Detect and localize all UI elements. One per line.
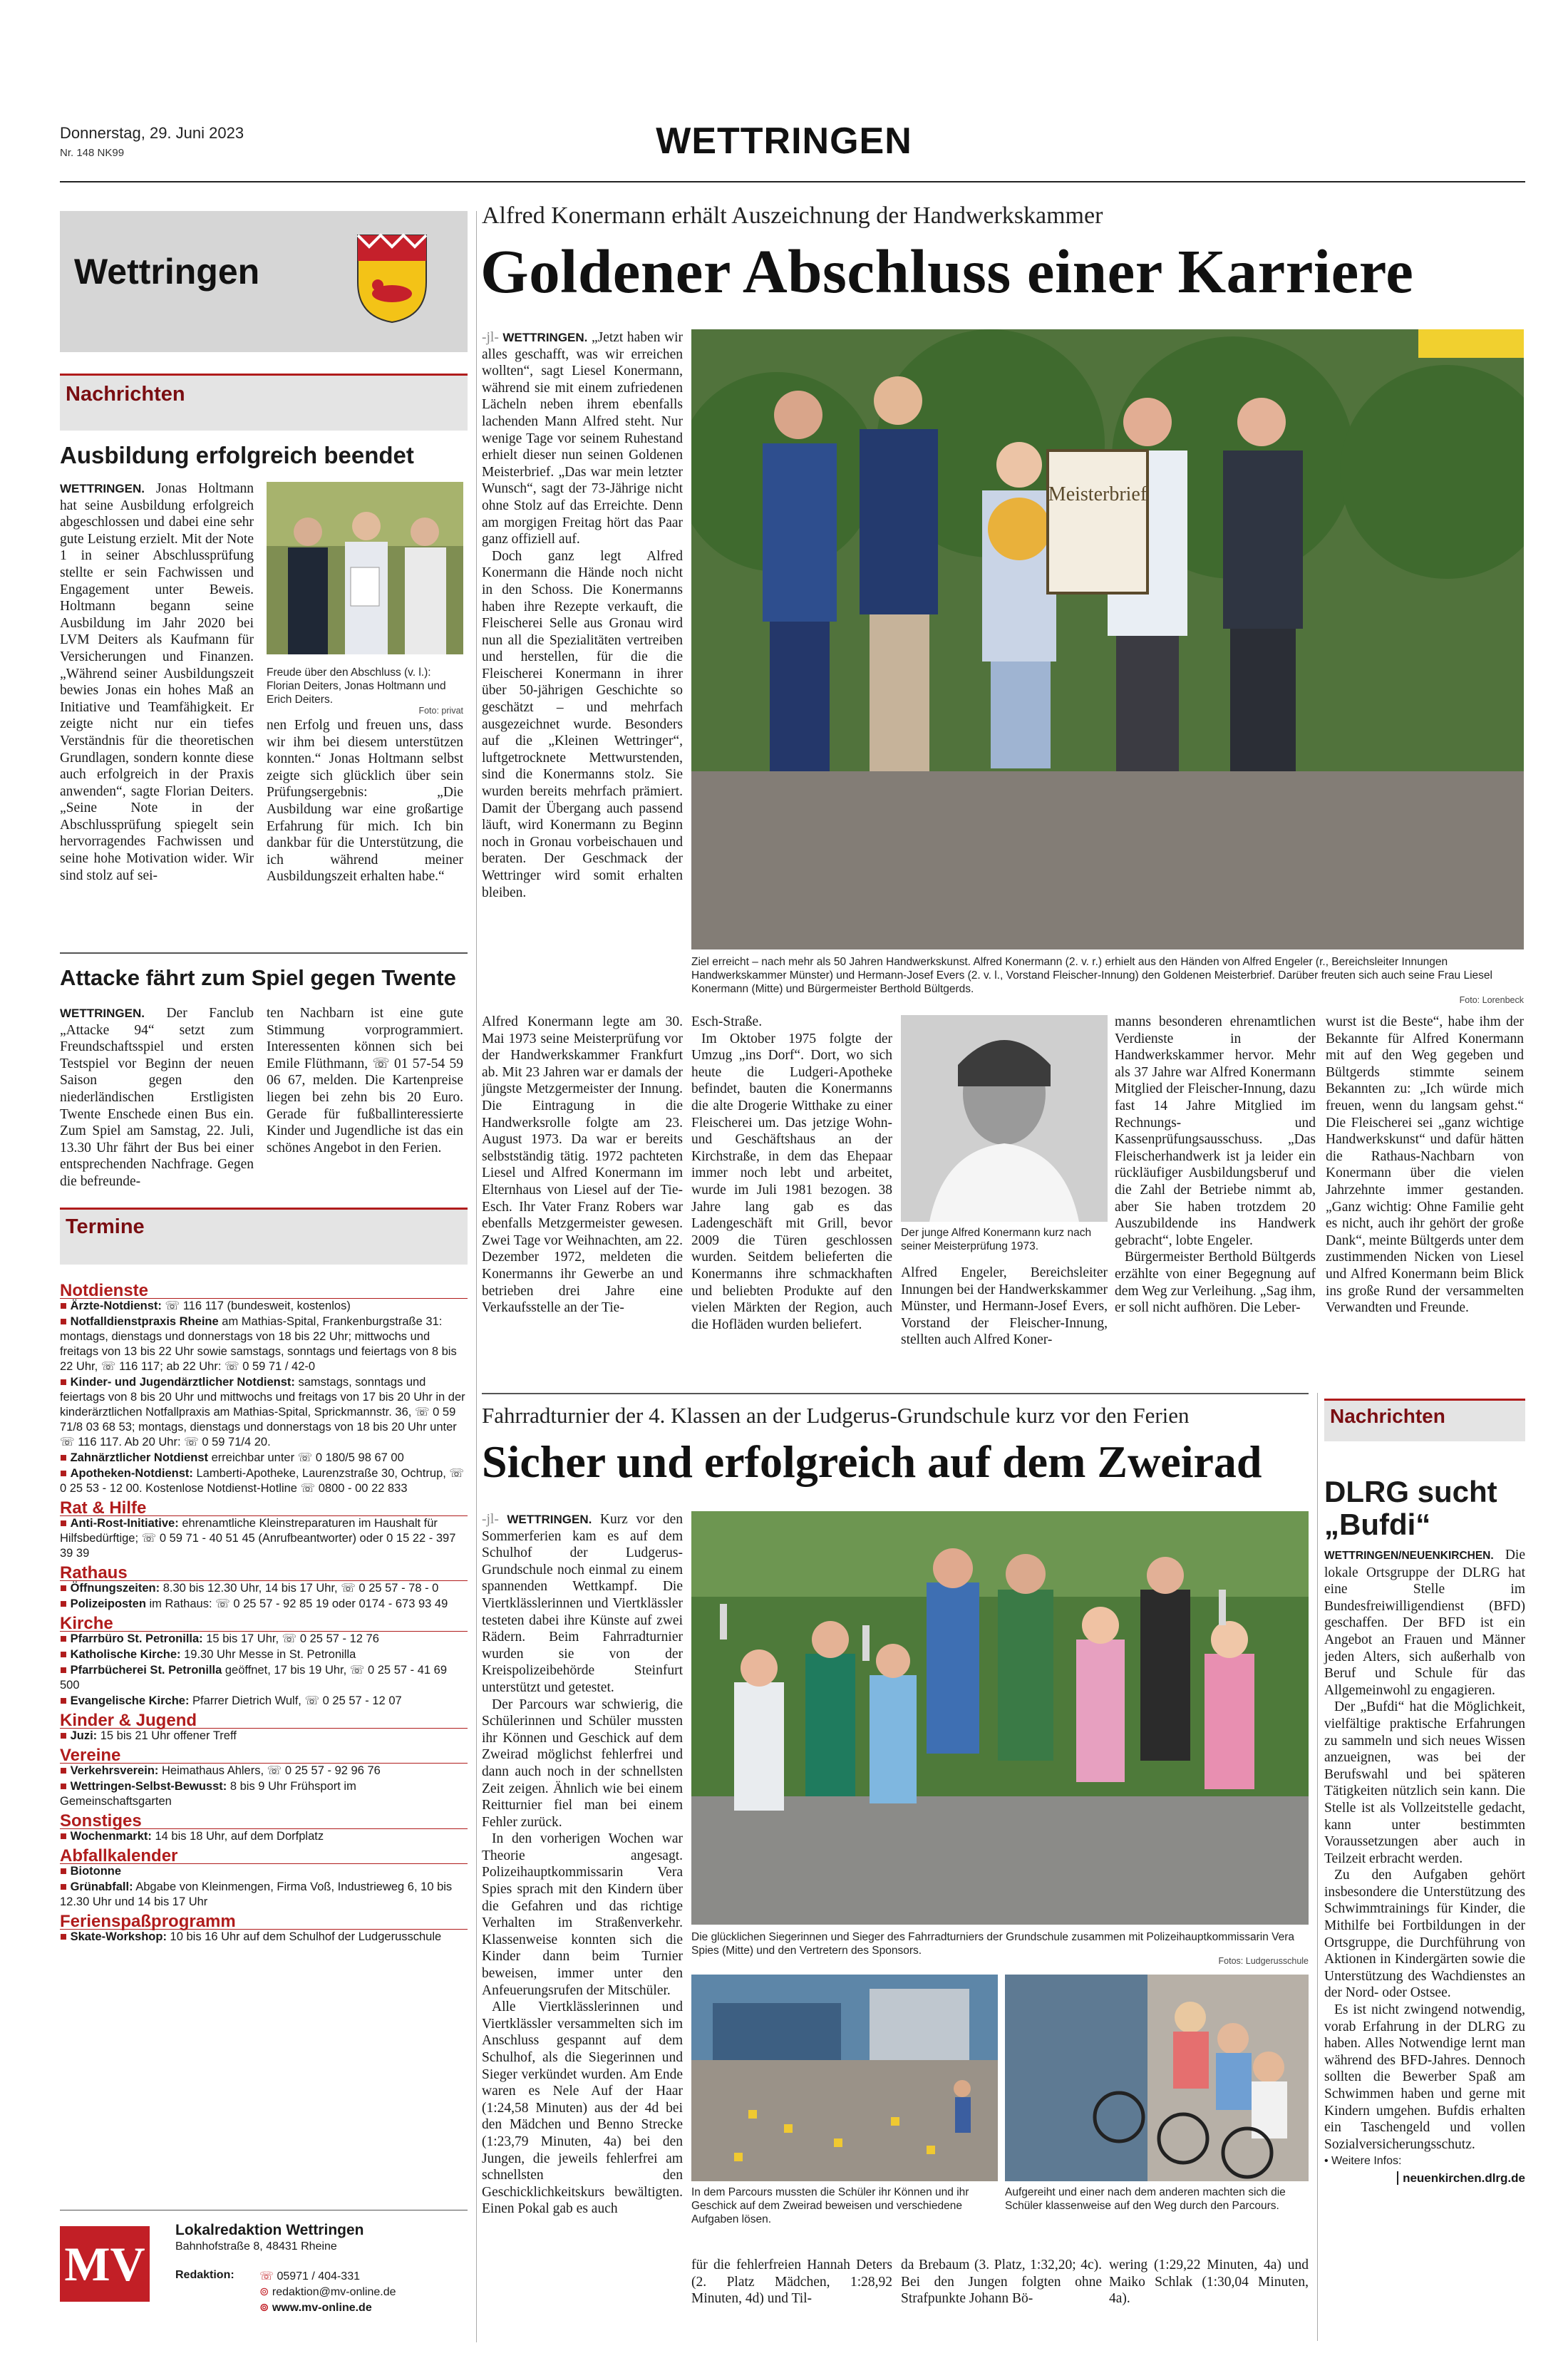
- service-entry-text: ehrenamtliche Kleinstreparaturen im Haushalt für Hilfsbedürftige; ☏ 0 59 71 - 40 51 45 (Anrufbeantworter) oder 0 15 22 - 397 39 39: [60, 1517, 456, 1560]
- service-entry-label: Polizeiposten: [70, 1597, 146, 1610]
- service-entry-label: Wettringen-Selbst-Bewusst:: [70, 1780, 227, 1793]
- nachrichten-label: Nachrichten: [66, 383, 185, 406]
- service-entry-text: geöffnet, 17 bis 19 Uhr, ☏ 0 25 57 - 41 69 500: [60, 1664, 448, 1692]
- service-rubric: Abfallkalender: [60, 1848, 468, 1864]
- service-entry: [60, 1663, 468, 1693]
- service-entry-text: Pfarrer Dietrich Wulf, ☏ 0 25 57 - 12 07: [189, 1694, 402, 1707]
- service-entry-label: Juzi:: [70, 1729, 98, 1742]
- service-entry: [60, 1451, 468, 1466]
- service-entry-text: 15 bis 21 Uhr offener Treff: [97, 1729, 237, 1742]
- bikes-photo: [1005, 1975, 1309, 2181]
- bullet-icon: ■: [60, 1451, 71, 1464]
- second-tail-2: [901, 2257, 1102, 2307]
- service-entry-text: Lamberti-Apotheke, Laurenzstraße 30, Ochtrup, ☏ 0 25 53 - 12 00. Kostenlose Notdienst-Hotline ☏ 0800 - 00 22 833: [60, 1467, 465, 1495]
- article-text: Es ist nicht zwingend notwendig, vorab Erfahrung in der DLRG zu haben. Alles Notwendige lernt man während des BFD-Jahres. Dennoch sollten die Bewerber Spaß am Schwimmen haben und gerne mit Kindern umgehen. Bufdis erhalten ein Taschengeld und vollen Sozialversicherungsschutz.: [1324, 2002, 1525, 2152]
- service-rubric: Rat & Hilfe: [60, 1501, 468, 1516]
- service-entry-label: Apotheken-Notdienst:: [70, 1467, 193, 1480]
- service-entry-label: Evangelische Kirche:: [70, 1694, 190, 1707]
- kicker: Alfred Konermann erhält Auszeichnung der Handwerkskammer: [482, 202, 1103, 229]
- article-column: [60, 1005, 254, 1190]
- service-entry-text: am Mathias-Spital, Frankenburgstraße 31: montags, dienstags und donnerstags von 18 bis 22 Uhr; mittwochs und freitags von 13 bis 22 Uhr sowie samstags, sonntags und feiertags von 8 bis 22 Uhr, ☏ 116 117; ab 22 Uhr: ☏ 0 59 71 / 42-0: [60, 1315, 457, 1373]
- winners-photo: [691, 1511, 1309, 1925]
- bullet-icon: ■: [60, 1467, 71, 1480]
- headline: Sicher und erfolgreich auf dem Zweirad: [482, 1436, 1262, 1487]
- column-rule: [1317, 1393, 1318, 2341]
- divider: [482, 1393, 1309, 1394]
- service-entry-label: Verkehrsverein:: [70, 1764, 159, 1777]
- article-text-2: ten Nachbarn ist eine gute Stimmung vorprogrammiert. Interessenten können sich bei Emile Flüthmann, ☏ 01 57-54 59 06 67, melden. Die Kartenpreise liegen bei zehn bis 20 Euro. Gerade für fußballinteressierte Kinder und Jugendliche ist das ein schönes Angebot in den Ferien.: [267, 1006, 463, 1155]
- web-link[interactable]: www.mv-online.de: [272, 2302, 372, 2314]
- article-text: da Brebaum (3. Platz, 1:32,20; 4c). Bei den Jungen folgten ohne Strafpunkte Johann Bö-: [901, 2258, 1102, 2307]
- phone-icon: ☏: [259, 2270, 277, 2282]
- article-text: Der Parcours war schwierig, die Schülerinnen und Schüler mussten ihr Können und Geschick auf dem Zweirad möglichst fehlerfrei und dann auch noch in der schnellsten Zeit zeigen. Ähnlich wie bei einem Reitturnier fiel man bei einem Fehler zurück.: [482, 1697, 683, 1830]
- service-entry: [60, 1375, 468, 1450]
- contact-title: Lokalredaktion Wettringen: [175, 2222, 364, 2238]
- bullet-icon: ■: [60, 1930, 71, 1943]
- dateline: WETTRINGEN.: [60, 1007, 145, 1020]
- bullet-icon: ■: [60, 1729, 71, 1742]
- photo-credit: Foto: privat: [418, 706, 463, 716]
- service-entry-text: Heimathaus Ahlers, ☏ 0 25 57 - 92 96 76: [158, 1764, 381, 1777]
- email-link[interactable]: redaktion@mv-online.de: [272, 2286, 396, 2298]
- article-text: Der Fanclub „Attacke 94“ setzt zum Freundschaftsspiel und ersten Testspiel vor Beginn der neuen Saison gegen den niederländischen Erstligisten Twente Enschede einen Bus ein. Zum Spiel am Samstag, 22. Juli, 13.30 Uhr fährt der Bus bei einer entsprechenden Nachfrage. Gegen die befreunde-: [60, 1006, 254, 1189]
- bullet-icon: ■: [60, 1780, 71, 1793]
- article-text: Alle Viertklässlerinnen und Viertklässler versammelten sich im Anschluss gespannt auf dem Schulhof, als die Siegerinnen und Sieger verkündet wurden. Am Ende waren es Nele Auf der Haar (1:24,58 Minuten) aus der 4d bei den Mädchen und Benno Strecke (1:23,79 Minuten, 4a) bei den Jungen, die jeweils fehlerfrei am schnellsten den Geschicklichkeitskurs bewältigten. Einen Pokal gab es auch: [482, 1999, 683, 2217]
- article-title: Attacke fährt zum Spiel gegen Twente: [60, 965, 456, 990]
- service-entry-text: samstags, sonntags und feiertags von 8 bis 20 Uhr und mittwochs und freitags von 17 bis 20 Uhr in der kinderärztlichen Notfallpraxis am Mathias-Spital, Sprickmannstr. 36, ☏ 0 59 71/8 03 68 53; montags, dienstags und donnerstags von 18 bis 20 Uhr unter ☏ 116 117. Ab 20 Uhr: ☏ 0 59 71/4 20.: [60, 1376, 465, 1448]
- second-tail-1: [691, 2257, 892, 2307]
- service-entry-text: 8.30 bis 12.30 Uhr, 14 bis 17 Uhr, ☏ 0 25 57 - 78 - 0: [160, 1582, 439, 1595]
- bullet-icon: ■: [60, 1315, 71, 1328]
- article-text: Im Oktober 1975 folgte der Umzug „ins Dorf“. Dort, wo sich heute die Ludgeri-Apotheke befindet, bauten die Konermanns die alte Drogerie Witthake zu einer Fleischerei um. Das jetzige Wohn- und Geschäftshaus an der Kirchstraße, in dem das Ehepaar immer noch lebt und arbeitet, wurde im Juli 1981 bezogen. 38 Jahre lang gab es das Ladengeschäft mit Grill, bevor 2009 die Türen geschlossen wurden. Seitdem belieferten die Konermanns ihre schmackhaften und beliebten Produkte auf den vielen Märkten der Region, auch die Hofläden wurden beliefert.: [691, 1031, 892, 1332]
- bullet-icon: ■: [60, 1376, 71, 1389]
- parcours-photo: [691, 1975, 998, 2181]
- service-entry: [60, 1694, 468, 1709]
- article-title: Ausbildung erfolgreich beendet: [60, 442, 414, 468]
- bullet-icon: ■: [60, 1517, 71, 1530]
- service-entry: [60, 1597, 468, 1612]
- article-text: wering (1:29,22 Minuten, 4a) und Maiko Schlak (1:30,04 Minuten, 4a).: [1109, 2258, 1309, 2307]
- contact-box: [60, 2210, 468, 2317]
- article-text: Jonas Holtmann hat seine Ausbildung erfolgreich abgeschlossen und dabei eine sehr gute Leistung erzielt. Mit der Note 1 in seiner Abschlussprüfung stellte er sein Fachwissen und Engagement unter Beweis. Holtmann begann seine Ausbildung im Jahr 2020 bei LVM Deiters als Kaufmann für Versicherungen und Finanzen. „Während seiner Ausbildungszeit bewies Jonas ein hohes Maß an Initiative und Teamfähigkeit. Er zeigte nicht nur ein tiefes Verständnis für die theoretischen Grundlagen, sondern konnte diese auch erfolgreich in der Praxis anwenden“, sagte Florian Deiters. „Seine Note in der Abschlussprüfung spiegelt sein hervorragendes Fachwissen und seine hohe Motivation wider. Wir sind stolz auf sei-: [60, 481, 254, 883]
- headline: Goldener Abschluss einer Karriere: [480, 237, 1414, 306]
- article-column-2: [267, 717, 463, 885]
- service-rubric: Ferienspaßprogramm: [60, 1914, 468, 1930]
- service-entry: [60, 1729, 468, 1744]
- photo-credit: Fotos: Ludgerusschule: [1218, 1956, 1309, 1966]
- town-name: Wettringen: [74, 252, 260, 292]
- main-column-5: [1326, 1014, 1524, 1317]
- web-icon: ⊚: [259, 2302, 272, 2314]
- article-text: „Jetzt haben wir alles geschafft, was wir erreichen wollten“, sagt Liesel Konermann, während sie mit einem zufriedenen Lächeln neben ihrem ebenfalls lachenden Mann Alfred steht. Nur wenige Tage vor seinem Ruhestand erhielt dieser nun seinen Goldenen Meisterbrief. „Das war mein letzter Wunsch“, sagt der 73-Jährige nicht ohne Stolz auf das Erreichte. Denn am morgigen Freitag hört das Paar ganz offiziell auf.: [482, 330, 684, 547]
- service-entry: [60, 1864, 468, 1879]
- photo-credit: Foto: Lorenbeck: [1459, 995, 1524, 1005]
- second-tail-3: [1109, 2257, 1309, 2307]
- author-icon: -jl-: [482, 330, 499, 345]
- photo-caption-b: Aufgereiht und einer nach dem anderen machten sich die Schüler klassenweise auf den Weg durch den Parcours.: [1005, 2186, 1286, 2212]
- dateline: WETTRINGEN/NEUENKIRCHEN.: [1324, 1550, 1494, 1562]
- right-column: [1324, 1547, 1525, 2187]
- service-rubric: Kinder & Jugend: [60, 1713, 468, 1729]
- section-title: WETTRINGEN: [656, 120, 912, 162]
- email-icon: ⊚: [259, 2286, 272, 2298]
- article-text: Esch-Straße.: [691, 1014, 763, 1029]
- mv-logo: MV: [60, 2226, 150, 2302]
- main-column-4: [1115, 1014, 1316, 1317]
- graduation-photo: [267, 482, 463, 654]
- service-entry: [60, 1764, 468, 1779]
- service-entry-text: Abgabe von Kleinmengen, Firma Voß, Industrieweg 6, 10 bis 12.30 Uhr und 14 bis 17 Uhr: [60, 1880, 453, 1908]
- service-entry: [60, 1516, 468, 1561]
- service-entry: [60, 1647, 468, 1662]
- service-entry-text: 8 bis 9 Uhr Frühsport im Gemeinschaftsgarten: [60, 1780, 356, 1808]
- bullet-icon: ■: [60, 1582, 71, 1595]
- photo-caption-a: In dem Parcours mussten die Schüler ihr Können und ihr Geschick auf dem Zweirad beweisen und verschiedene Aufgaben lösen.: [691, 2186, 969, 2225]
- service-rubric: Sonstiges: [60, 1813, 468, 1829]
- bullet-icon: ■: [60, 1764, 71, 1777]
- masthead-rule: [60, 181, 1525, 182]
- service-entry: [60, 1299, 468, 1314]
- main-column-3b: [901, 1265, 1108, 1349]
- kicker: Fahrradturnier der 4. Klassen an der Ludgerus-Grundschule kurz vor den Ferien: [482, 1403, 1190, 1428]
- service-entry-label: Grünabfall:: [70, 1880, 133, 1893]
- service-entry-text: ☏ 116 117 (bundesweit, kostenlos): [161, 1299, 351, 1312]
- portrait-photo: [901, 1015, 1108, 1222]
- service-entry: [60, 1880, 468, 1910]
- bullet-icon: ■: [60, 1830, 71, 1843]
- article-text-2: nen Erfolg und freuen uns, dass wir ihm bei diesem unterstützen konnten.“ Jonas Holtmann selbst zeigte sich glücklich über sein Prüfungsergebnis: „Die Ausbildung war eine großartige Erfahrung für mich. Ich bin dankbar für die Unterstützung, die ich während meiner Ausbildungszeit erhalten habe.“: [267, 718, 463, 885]
- service-entry-label: Öffnungszeiten:: [70, 1582, 160, 1595]
- service-entry-label: Ärzte-Notdienst:: [70, 1299, 162, 1312]
- bullet-icon: ■: [60, 1648, 71, 1661]
- service-entry: [60, 1779, 468, 1809]
- service-entry: [60, 1632, 468, 1647]
- second-column-1: [482, 1511, 683, 2218]
- author-icon: -jl-: [482, 1512, 499, 1527]
- article-text: für die fehlerfreien Hannah Deters (2. Platz Mädchen, 1:28,92 Minuten, 4d) und Til-: [691, 2258, 892, 2307]
- service-entry: [60, 1466, 468, 1496]
- divider: [60, 952, 468, 954]
- dlrg-link[interactable]: neuenkirchen.dlrg.de: [1397, 2171, 1525, 2185]
- service-rubric: Rathaus: [60, 1565, 468, 1581]
- service-entry: [60, 1930, 468, 1945]
- phone-number: 05971 / 404-331: [277, 2270, 360, 2282]
- award-photo: [691, 329, 1524, 949]
- coat-of-arms-icon: [355, 232, 429, 325]
- photo-caption: Ziel erreicht – nach mehr als 50 Jahren Handwerkskunst. Alfred Konermann (2. v. r.) erhielt aus den Händen von Alfred Engeler (r., Bereichsleiter Innungen Handwerkskammer Münster) und Hermann-Josef Evers (2. v. l., Vorstand Fleischer-Innung) den Goldenen Meisterbrief. Darüber freuten sich auch seine Frau Liesel Konermann (Mitte) und Bürgermeister Berthold Bültgerds.: [691, 956, 1492, 995]
- nachrichten-header: [1324, 1399, 1525, 1441]
- more-info-label: • Weitere Infos:: [1324, 2155, 1402, 2168]
- service-entry-text: 10 bis 16 Uhr auf dem Schulhof der Ludgerusschule: [166, 1930, 442, 1943]
- termine-label: Termine: [66, 1215, 145, 1238]
- article-text: Der „Bufdi“ hat die Möglichkeit, vielfältige praktische Erfahrungen zu sammeln und sich neues Wissen anzueignen, was bei der Berufswahl und bei späteren Tätigkeiten nützlich sein kann. Die Stelle ist als Vollzeitstelle gedacht, kann unter bestimmten Voraussetzungen aber auch in Teilzeit erbracht werden.: [1324, 1699, 1525, 1866]
- nachrichten-label: Nachrichten: [1330, 1405, 1445, 1427]
- article-text: In den vorherigen Wochen war Theorie angesagt. Polizeihauptkommissarin Vera Spies sprach mit den Kindern über die Gefahren und das richtige Verhalten im Straßenverkehr. Klassenweise konnten sich die Kinder dann beim Turnier beweisen, immer unter den Anfeuerungsrufen der Mitschüler.: [482, 1831, 683, 1998]
- column-rule: [476, 211, 477, 2342]
- service-rubric: Kirche: [60, 1616, 468, 1632]
- contact-web[interactable]: [259, 2300, 372, 2315]
- article-text: wurst ist die Beste“, habe ihm der Bekannte für Alfred Konermann mit auf den Weg gegeben und Bültgerds stimmte seinem Bekannten zu: „Ich würde mich freuen, wenn du langsam gehst.“ Die Fleischerei sei „ganz wichtige Handwerkskunst“ und dafür hätten die Rathaus-Nachbarn von Konermann über die vielen Jahrzehnte immer gestanden. „Ganz wichtig: Ohne Familie geht es nicht, auch ihr gehört der große Dank“, meinte Bültgerds unter dem zustimmenden Nicken von Liesel und Alfred Konermann beim Blick ins große Rund der versammelten Verwandten und Freunde.: [1326, 1014, 1524, 1316]
- photo-sign-text: Meisterbrief: [1048, 483, 1147, 505]
- portrait-caption: Der junge Alfred Konermann kurz nach seiner Meisterprüfung 1973.: [901, 1227, 1092, 1252]
- service-rubric: Notdienste: [60, 1283, 468, 1299]
- service-entry-text: 14 bis 18 Uhr, auf dem Dorfplatz: [151, 1830, 324, 1843]
- bullet-icon: ■: [60, 1664, 71, 1677]
- article-text: Doch ganz legt Alfred Konermann die Hände noch nicht in den Schoss. Die Konermanns haben ihre Rezepte verkauft, die Fleischerei Selle aus Gronau wird nun all die Spezialitäten vertreiben und herstellen, für die die Fleischerei Konermann in ihrer über 50-jährigen Geschichte so geschätzt – und mehrfach ausgezeichnet wurde. Besonders auf die „Kleinen Wettringer“, luftgetrocknete Mettwurstenden, sind die Konermanns stolz. Sie wurden bereits mehrfach prämiert. Damit der Übergang auch passend läuft, wird Konermann zu Beginn noch in Gronau vorbeischauen und beraten. Der Geschmack der Wettringer wird somit erhalten bleiben.: [482, 548, 683, 900]
- bullet-icon: ■: [60, 1299, 71, 1312]
- service-entry-text: erreichbar unter ☏ 0 180/5 98 67 00: [208, 1451, 404, 1464]
- article-column-2: [267, 1005, 463, 1156]
- dateline: WETTRINGEN.: [507, 1513, 592, 1526]
- article-text: Die lokale Ortsgruppe der DLRG hat eine Stelle im Bundesfreiwilligendienst (BFD) geschaffen. Der BFD ist ein Angebot an Frauen und Männer jeden Alters, sich außerhalb von Beruf und Schule für das Allgemeinwohl zu engagieren.: [1324, 1548, 1525, 1698]
- termine-header: [60, 1208, 468, 1265]
- contact-email[interactable]: [259, 2285, 396, 2299]
- masthead-date: Donnerstag, 29. Juni 2023: [60, 124, 244, 142]
- photo-caption: Freude über den Abschluss (v. l.): Florian Deiters, Jonas Holtmann und Erich Deiters.: [267, 666, 446, 706]
- bullet-icon: ■: [60, 1880, 71, 1893]
- bullet-icon: ■: [60, 1632, 71, 1645]
- service-entry-label: Skate-Workshop:: [70, 1930, 167, 1943]
- article-column: [60, 480, 254, 884]
- contact-address: Bahnhofstraße 8, 48431 Rheine: [175, 2240, 337, 2253]
- service-entry-label: Biotonne: [70, 1865, 122, 1878]
- bullet-icon: ■: [60, 1597, 71, 1610]
- bullet-icon: ■: [60, 1865, 71, 1878]
- nachrichten-header: [60, 374, 468, 431]
- article-text: Alfred Engeler, Bereichsleiter Innungen bei der Handwerkskammer Münster, und Hermann-Josef Evers, Vorstand der Fleischer-Innung, stellten auch Alfred Koner-: [901, 1265, 1108, 1348]
- contact-phone: [259, 2269, 360, 2283]
- main-column-3: [691, 1014, 892, 1333]
- service-entry-label: Notfalldienstpraxis Rheine: [70, 1315, 219, 1328]
- service-entry-label: Zahnärztlicher Notdienst: [70, 1451, 209, 1464]
- service-entry-label: Wochenmarkt:: [70, 1830, 152, 1843]
- service-entry-label: Pfarrbüro St. Petronilla:: [70, 1632, 203, 1645]
- dateline: WETTRINGEN.: [502, 331, 588, 344]
- article-text: Bürgermeister Berthold Bültgerds erzählte von einer Begegnung auf dem Weg zur Verleihung. „Sag ihm, er soll nicht aufhören. Die Leber-: [1115, 1250, 1316, 1316]
- dateline: WETTRINGEN.: [60, 482, 145, 495]
- service-entry-label: Pfarrbücherei St. Petronilla: [70, 1664, 222, 1677]
- article-text: Kurz vor den Sommerferien kam es auf dem Schulhof der Ludgerus-Grundschule noch einmal zu einem spannenden Wettkampf. Die Viertklässlerinnen und Viertklässler testeten dabei ihre Künste auf zwei Rädern. Beim Fahrradturnier wurden sie von der Kreispolizeibehörde Steinfurt unterstützt und getestet.: [482, 1512, 684, 1695]
- article-title: DLRG sucht „Bufdi“: [1324, 1475, 1497, 1541]
- service-entry-text: 19.30 Uhr Messe in St. Petronilla: [180, 1648, 356, 1661]
- main-column-2: [482, 1014, 683, 1317]
- service-entry-text: im Rathaus: ☏ 0 25 57 - 92 85 19 oder 0174 - 673 93 49: [145, 1597, 448, 1610]
- service-entry-label: Anti-Rost-Initiative:: [70, 1517, 179, 1530]
- service-entry: [60, 1314, 468, 1374]
- photo-caption: Die glücklichen Siegerinnen und Sieger des Fahrradturniers der Grundschule zusammen mit Polizeihauptkommissarin Vera Spies (Mitte) und den Vertretern des Sponsors.: [691, 1931, 1295, 1957]
- service-entry-text: 15 bis 17 Uhr, ☏ 0 25 57 - 12 76: [202, 1632, 379, 1645]
- service-entry-label: Kinder- und Jugendärztlicher Notdienst:: [70, 1376, 295, 1389]
- service-entry: [60, 1829, 468, 1844]
- masthead-issue: Nr. 148 NK99: [60, 147, 125, 159]
- service-entry-label: Katholische Kirche:: [70, 1648, 181, 1661]
- article-text: Zu den Aufgaben gehört insbesondere die Unterstützung des Schwimmtrainings für Kinder, die Mithilfe bei Fortbildungen in der Ortsgruppe, die Durchführung von Aktionen in Kindergärten sowie die Unterstützung des Wachdienstes an der Nord- oder Ostsee.: [1324, 1868, 1525, 2001]
- main-column-1: [482, 329, 683, 901]
- article-text: Alfred Konermann legte am 30. Mai 1973 seine Meisterprüfung vor der Handwerkskammer Frankfurt ab. Mit 23 Jahren war er damals der jüngste Metzgermeister der Innung. Die Eintragung in die Handwerksrolle folgte am 23. August 1973. Da war er bereits selbstständig tätig. 1972 pachteten Liesel und Alfred Konermann im Elternhaus von Liesel auf der Tie-Esch. Ihr Vater Franz Robers war ebenfalls Metzgermeister gewesen. Zwei Tage vor Weihnachten, am 22. Dezember 1972, meldeten die Konermanns ihr Gewerbe an und betrieben drei Jahre eine Verkaufsstelle an der Tie-: [482, 1014, 683, 1316]
- service-entry: [60, 1581, 468, 1596]
- article-text: manns besonderen ehrenamtlichen Verdienste in der Handwerkskammer hervor. Mehr als 37 Jahre war Alfred Konermann Mitglied der Fleischer-Innung, dazu fast 14 Jahre Mitglied im Rechnungs- und Kassenprüfungsausschuss. „Das Fleischerhandwerk ist ja leider ein rückläufiger Ausbildungsberuf und die Zahl der Betriebe nimmt ab, aber Sie haben trotzdem 20 Auszubildende ins Handwerk gebracht“, lobte Engeler.: [1115, 1014, 1316, 1248]
- bullet-icon: ■: [60, 1694, 71, 1707]
- contact-label: Redaktion:: [175, 2269, 234, 2281]
- service-rubric: Vereine: [60, 1748, 468, 1764]
- service-listing: [60, 1283, 468, 1945]
